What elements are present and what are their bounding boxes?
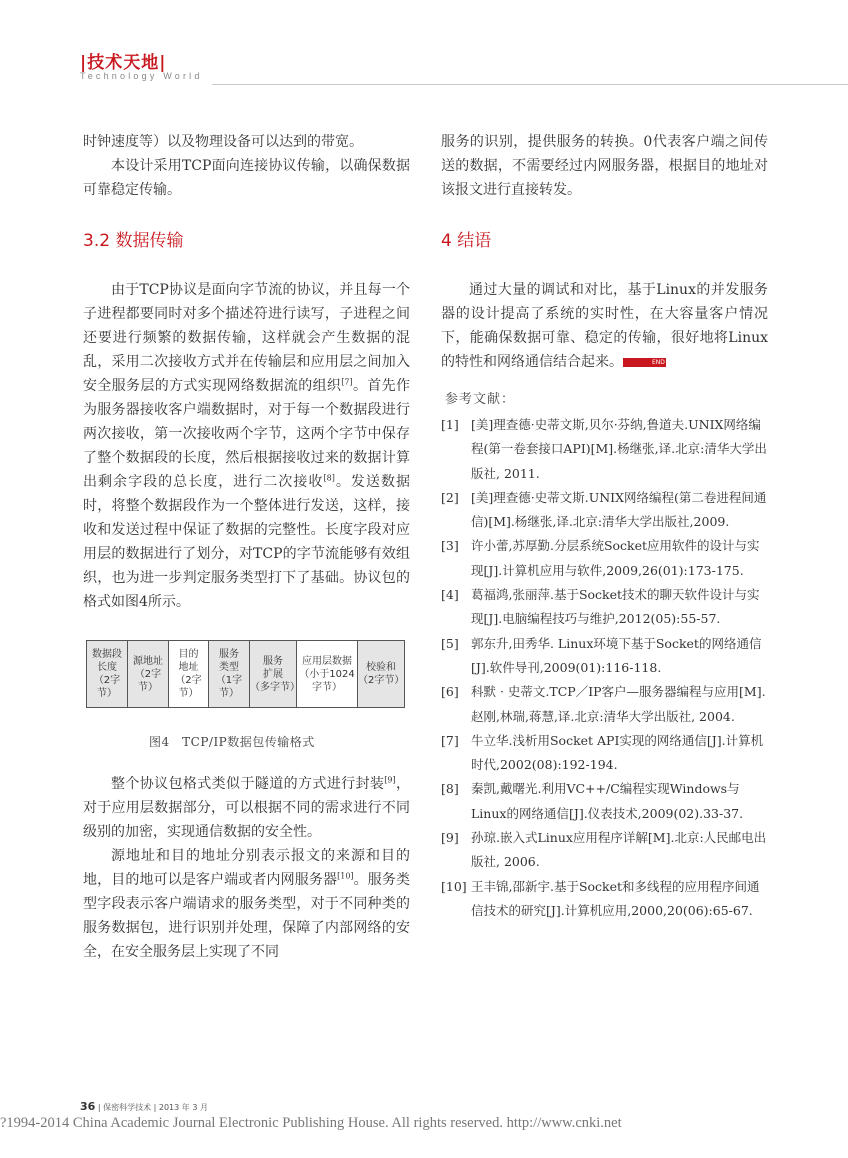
header-title: |技术天地| (80, 53, 167, 73)
field-length: 数据段 长度 （2字节） (87, 641, 128, 708)
citation-7: [7] (341, 377, 353, 387)
references-title: 参考文献： (445, 392, 516, 407)
references-list (441, 413, 768, 923)
reference-number: [8] (441, 781, 459, 797)
reference-number: [4] (441, 587, 459, 603)
page-number: 36 (80, 1100, 96, 1113)
right-column (441, 130, 768, 923)
field-destination-address: 目的 地址 （2字节） (169, 641, 209, 708)
copyright-line: ?1994-2014 China Academic Journal Electronic Publishing House. All rights reserved. http://www.cnki.net (0, 1115, 622, 1131)
left-paragraph-2: 本设计采用TCP面向连接协议传输，以确保数据可靠稳定传输。 (83, 158, 410, 198)
left-paragraph-5: 源地址和目的地址分别表示报文的来源和目的地，目的地可以是客户端或者内网服务器[10]。服务类型字段表示客户端请求的服务类型，对于不同种类的服务数据包，进行识别并处理，保障了内部网络的安全，在安全服务层上实现了不同 (83, 848, 410, 960)
reference-item (441, 777, 768, 826)
reference-number: [9] (441, 830, 459, 846)
reference-text: 科默 · 史蒂文.TCP／IP客户—服务器编程与应用[M].赵刚,林瑞,蒋慧,译.北京:清华大学出版社, 2004. (471, 684, 766, 724)
section-heading-3-2: 3.2 数据传输 (83, 231, 184, 251)
reference-item (441, 583, 768, 632)
page-footer (80, 1100, 208, 1113)
reference-text: [美]理查德·史蒂文斯.UNIX网络编程(第二卷进程间通信)[M].杨继张,译.北京:清华大学出版社,2009. (471, 489, 767, 530)
citation-9: [9] (384, 775, 396, 785)
reference-number: [2] (441, 489, 459, 505)
figure-caption: 图4 TCP/IP数据包传输格式 (149, 735, 315, 749)
reference-number: [5] (441, 635, 459, 651)
citation-10: [10] (337, 871, 354, 881)
reference-item (441, 486, 768, 535)
reference-text: 葛福鸿,张丽萍.基于Socket技术的聊天软件设计与实现[J].电脑编程技巧与维护,2012(05):55-57. (471, 587, 760, 627)
reference-text: 王丰锦,邵新宇.基于Socket和多线程的应用程序间通信技术的研究[J].计算机应用,2000,20(06):65-67. (471, 878, 760, 918)
left-paragraph-4: 整个协议包格式类似于隧道的方式进行封装[9]，对于应用层数据部分，可以根据不同的需求进行不同级别的加密，实现通信数据的安全性。 (83, 775, 411, 840)
field-app-data: 应用层数据 （小于1024 字节） (297, 641, 358, 708)
reference-item (441, 875, 768, 924)
reference-number: [7] (441, 732, 459, 748)
reference-item (441, 413, 768, 486)
right-paragraph-1: 服务的识别，提供服务的转换。0代表客户端之间传送的数据，不需要经过内网服务器，根据目的地址对该报文进行直接转发。 (441, 134, 768, 198)
left-column (83, 130, 410, 964)
left-paragraph-3: 由于TCP协议是面向字节流的协议，并且每一个子进程都要同时对多个描述符进行读写，子进程之间还要进行频繁的数据传输，这样就会产生数据的混乱，采用二次接收方式并在传输层和应用层之间加入安全服务层的方式实现网络数据流的组织[7]。首先作为服务器接收客户端数据时，对于每一个数据段进行两次接收，第一次接收两个字节，这两个字节中保存了整个数据段的长度，然后根据接收过来的数据计算出剩余字段的总长度，进行二次接收[8]。发送数据时，将整个数据段作为一个整体进行发送，这样，接收和发送过程中保证了数据的完整性。长度字段对应用层的数据进行了划分，对TCP的字节流能够有效组织，也为进一步判定服务类型打下了基础。协议包的格式如图4所示。 (83, 282, 411, 610)
reference-number: [1] (441, 417, 459, 432)
reference-item (441, 680, 768, 729)
section-heading-4: 4 结语 (441, 231, 492, 251)
reference-item (441, 632, 768, 681)
left-paragraph-1: 时钟速度等）以及物理设备可以达到的带宽。 (83, 134, 363, 150)
citation-8: [8] (323, 473, 335, 483)
field-checksum: 校验和 （2字节） (358, 641, 405, 708)
reference-text: 许小蕾,苏厚勤.分层系统Socket应用软件的设计与实现[J].计算机应用与软件,2009,26(01):173-175. (471, 538, 760, 578)
reference-item (441, 826, 768, 875)
right-paragraph-2: 通过大量的调试和对比，基于Linux的并发服务器的设计提高了系统的实时性，在大容量客户情况下，能确保数据可靠、稳定的传输，很好地将Linux的特性和网络通信结合起来。 END (441, 282, 768, 370)
reference-number: [3] (441, 538, 459, 554)
packet-format-table (86, 640, 405, 708)
reference-text: 郭东升,田秀华. Linux环境下基于Socket的网络通信[J].软件导刊,2009(01):116-118. (471, 635, 762, 675)
end-mark: END (623, 358, 666, 367)
reference-number: [6] (441, 684, 459, 700)
header-subtitle: Technology World (80, 71, 203, 81)
reference-text: 孙琼.嵌入式Linux应用程序详解[M].北京:人民邮电出版社, 2006. (471, 830, 767, 870)
journal-info: | 保密科学技术 | 2013 年 3 月 (97, 1103, 208, 1112)
reference-item (441, 534, 768, 583)
reference-number: [10] (441, 878, 467, 894)
reference-text: 秦凯,戴曙光.利用VC++/C编程实现Windows与Linux的网络通信[J].仪表技术,2009(02).33-37. (471, 781, 744, 821)
reference-item (441, 729, 768, 778)
header-rule (212, 84, 848, 85)
reference-text: 牛立华.浅析用Socket API实现的网络通信[J].计算机时代,2002(08):192-194. (471, 732, 764, 773)
field-service-type: 服务 类型 （1字节） (209, 641, 250, 708)
field-source-address: 源地址 （2字节） (128, 641, 169, 708)
field-service-extension: 服务 扩展 （多字节） (250, 641, 297, 708)
reference-text: [美]理查德·史蒂文斯,贝尔·芬纳,鲁道夫.UNIX网络编程(第一卷套接口API)[M].杨继张,译.北京:清华大学出版社, 2011. (471, 417, 767, 481)
